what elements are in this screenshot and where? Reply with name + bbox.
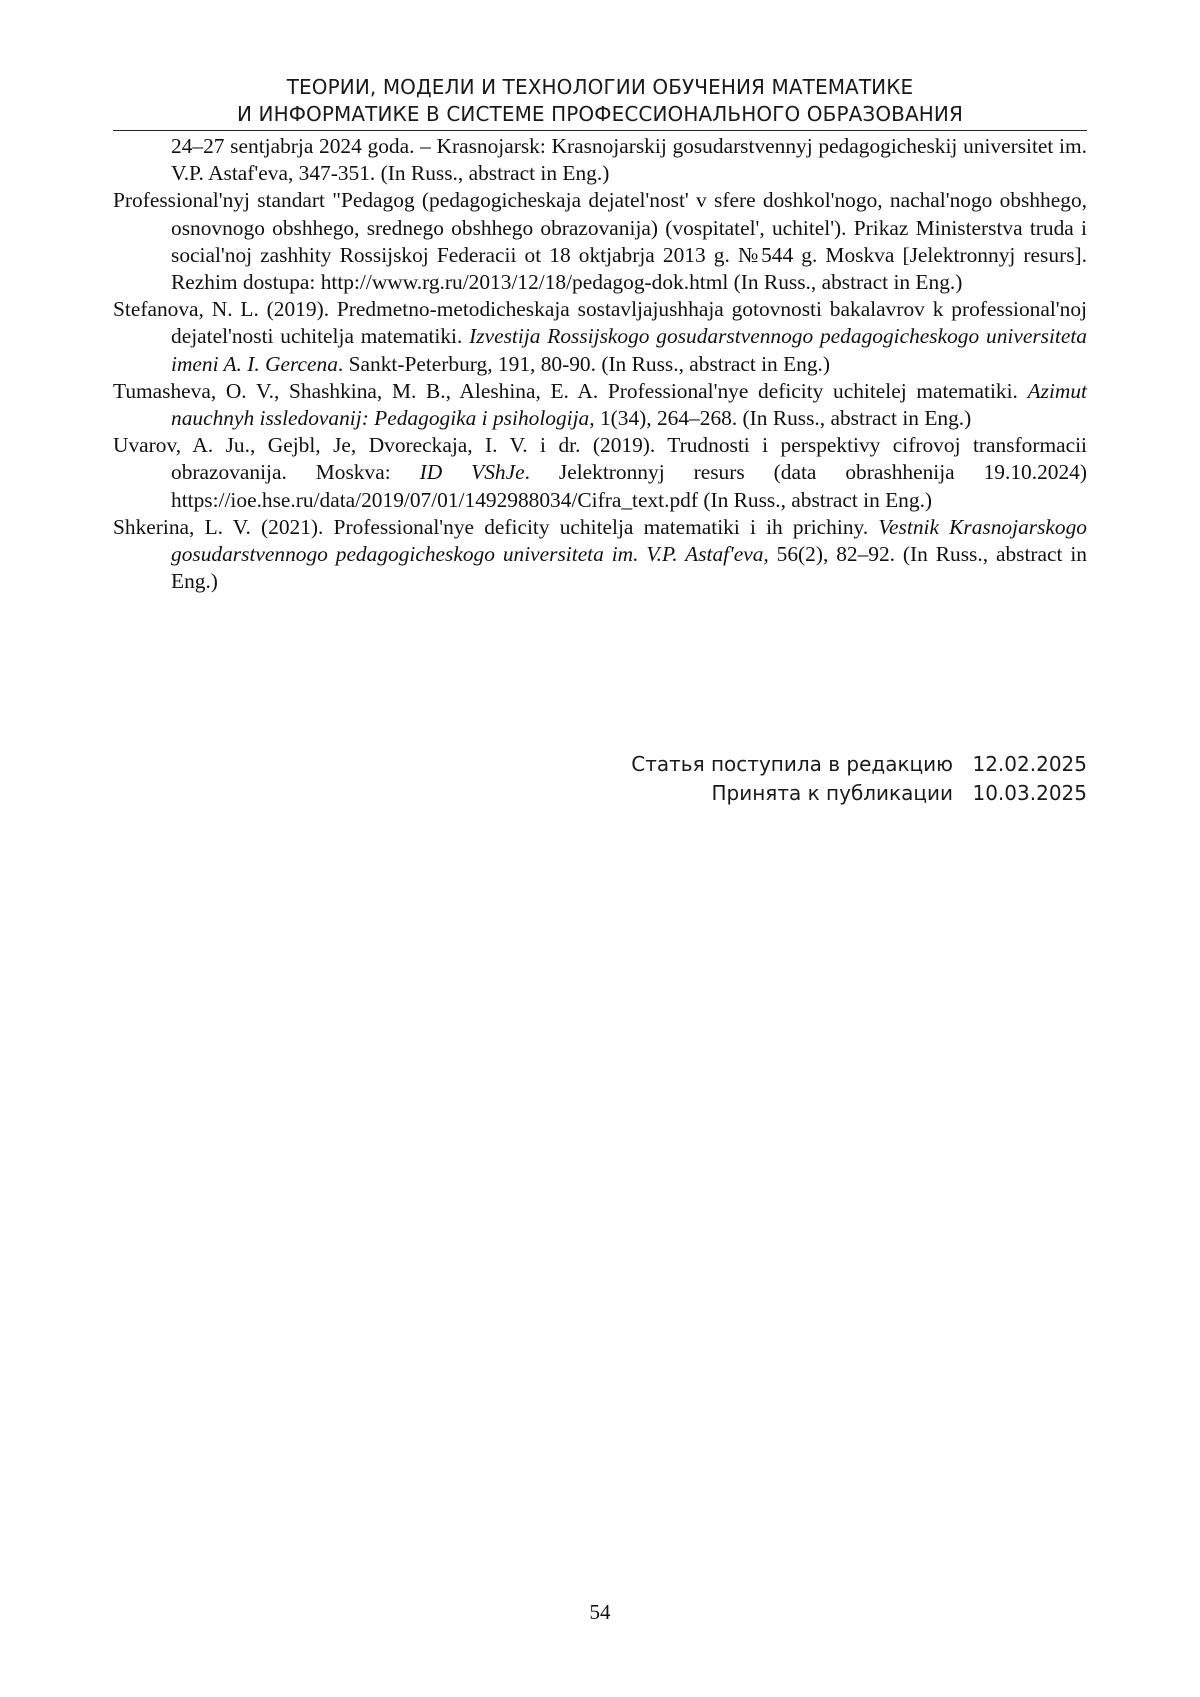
reference-entry [113,296,1087,378]
accepted-date-row [631,779,1087,808]
reference-text: Professional'nyj standart "Pedagog (pedagogicheskaja dejatel'nost' v sfere doshkol'nogo, nachal'nogo obshhego, osnovnogo obshhego, srednego obshhego obrazovanija) (vospitatel', uchitel'). Prikaz Ministerstva truda i social'noj zashhity Rossijskoj Federacii ot 18 oktjabrja 2013 g. №544 g. Moskva [Jelektronnyj resurs]. Rezhim dostupa: http://www.rg.ru/2013/12/18/pedagog-dok.html (In Russ., abstract in Eng.) [113,188,1087,295]
reference-entry [113,432,1087,514]
received-date-row [631,750,1087,779]
header-line-1: ТЕОРИИ, МОДЕЛИ И ТЕХНОЛОГИИ ОБУЧЕНИЯ МАТЕМАТИКЕ [286,75,914,99]
accepted-label: Принята к публикации [711,781,953,805]
reference-text: Uvarov, A. Ju., Gejbl, Je, Dvoreckaja, I. V. i dr. (2019). Trudnosti i perspektivy cifrovoj transformacii obrazovanija. Moskva: [113,433,1087,485]
reference-text: Shkerina, L. V. (2021). Professional'nye deficity uchitelja matematiki i ih prichiny. [113,514,879,539]
reference-text: 1(34), 264–268. (In Russ., abstract in Eng.) [594,406,972,431]
reference-text: Stefanova, N. L. (2019). Predmetno-metodicheskaja sostavljajushhaja gotovnosti bakalavrov k professional'noj dejatel'nosti uchitelja matematiki. [113,297,1087,349]
reference-entry [113,187,1087,296]
header-divider [113,130,1087,131]
received-date: 12.02.2025 [972,752,1087,776]
article-dates [631,750,1087,808]
reference-list [113,133,1087,595]
page-number: 54 [589,1600,611,1624]
reference-text: Tumasheva, O. V., Shashkina, M. B., Aleshina, E. A. Professional'nye deficity uchitelej matematiki. [113,378,1028,403]
accepted-date: 10.03.2025 [972,781,1087,805]
running-header [113,74,1087,128]
received-label: Статья поступила в редакцию [631,752,953,776]
reference-source-title: Vestnik Krasnojarskogo gosudarstvennogo pedagogicheskogo universiteta im. V.P. Astaf'eva, [171,514,1087,567]
reference-source-title: ID VShJe [419,460,525,485]
reference-source-title: Izvestija Rossijskogo gosudarstvennogo pedagogicheskogo universiteta imeni A. I. Gercena [171,324,1088,376]
header-line-2: И ИНФОРМАТИКЕ В СИСТЕМЕ ПРОФЕССИОНАЛЬНОГО ОБРАЗОВАНИЯ [237,102,963,126]
reference-text: 56(2), 82–92. (In Russ., abstract in Eng.) [171,542,1087,594]
reference-source-title: Azimut nauchnyh issledovanij: Pedagogika i psihologija, [171,378,1087,431]
reference-entry-continued [113,133,1087,187]
reference-text: 24–27 sentjabrja 2024 goda. – Krasnojarsk: Krasnojarskij gosudarstvennyj pedagogicheskij universitet im. V.P. Astaf'eva, 347-351. (In Russ., abstract in Eng.) [171,134,1087,186]
reference-entry [113,378,1087,432]
reference-entry [113,514,1087,596]
reference-text: . Sankt-Peterburg, 191, 80-90. (In Russ., abstract in Eng.) [337,351,831,376]
reference-text: . Jelektronnyj resurs (data obrashhenija 19.10.2024) https://ioe.hse.ru/data/2019/07/01/1492988034/Cifra_text.pdf (In Russ., abstract in Eng.) [171,460,1087,512]
